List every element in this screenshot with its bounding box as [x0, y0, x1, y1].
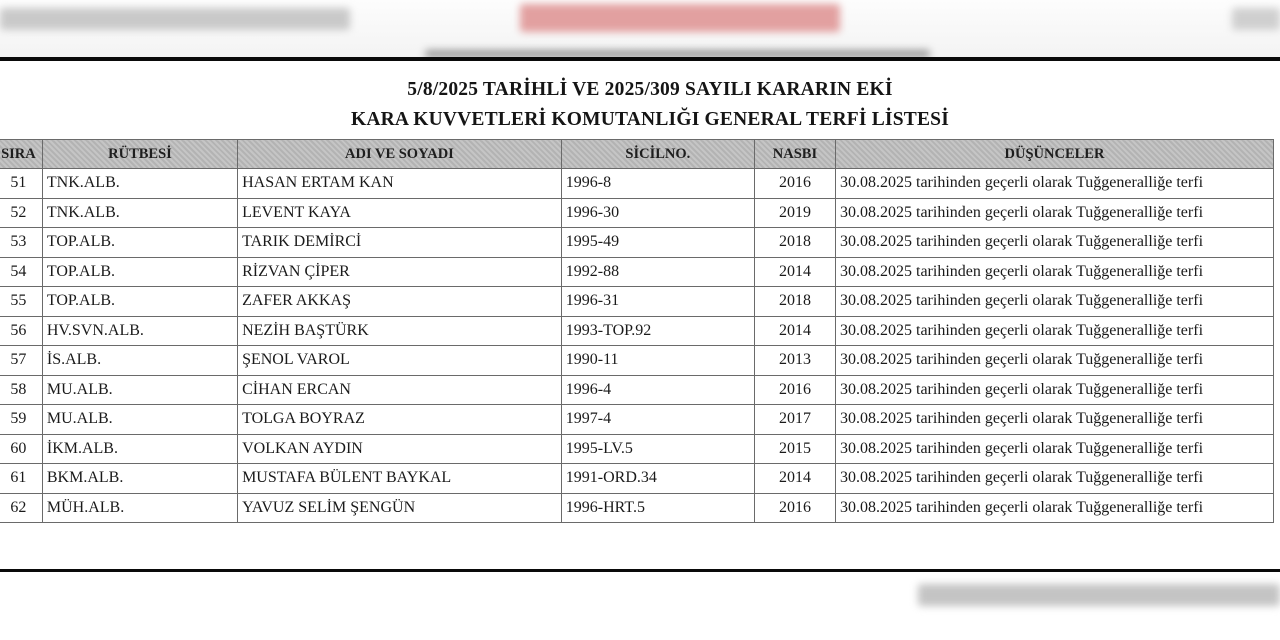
row-sira: 54 [0, 257, 42, 287]
row-sira: 62 [0, 493, 42, 523]
blurred-caption-text [918, 584, 1280, 606]
row-sira: 61 [0, 464, 42, 494]
table-row [0, 375, 1274, 405]
row-nasbi: 2018 [754, 287, 835, 317]
row-dusunce: 30.08.2025 tarihinden geçerli olarak Tuğgeneralliğe terfi [836, 405, 1274, 435]
document-subtitle: KARA KUVVETLERİ KOMUTANLIĞI GENERAL TERFİ LİSTESİ [350, 109, 949, 130]
row-nasbi: 2018 [754, 228, 835, 258]
row-sira: 56 [0, 316, 42, 346]
table-row [0, 434, 1274, 464]
header-adi-soyadi: ADI VE SOYADI [238, 140, 562, 169]
row-dusunce: 30.08.2025 tarihinden geçerli olarak Tuğgeneralliğe terfi [836, 375, 1274, 405]
row-sira: 53 [0, 228, 42, 258]
row-rutbe: İS.ALB. [42, 346, 237, 376]
row-sira: 58 [0, 375, 42, 405]
row-rutbe: BKM.ALB. [42, 464, 237, 494]
row-name: NEZİH BAŞTÜRK [238, 316, 562, 346]
table-row [0, 287, 1274, 317]
table-row [0, 493, 1274, 523]
row-name: CİHAN ERCAN [238, 375, 562, 405]
table-row [0, 316, 1274, 346]
table-row [0, 169, 1274, 199]
row-name: TOLGA BOYRAZ [238, 405, 562, 435]
row-rutbe: MU.ALB. [42, 405, 237, 435]
header-sira: SIRA [0, 140, 42, 169]
blurred-nav-text-right [1232, 8, 1280, 30]
table-row [0, 464, 1274, 494]
row-sira: 59 [0, 405, 42, 435]
blurred-site-logo [520, 4, 840, 32]
row-nasbi: 2019 [754, 198, 835, 228]
row-rutbe: TOP.ALB. [42, 228, 237, 258]
row-sicil-no: 1996-30 [561, 198, 754, 228]
row-rutbe: İKM.ALB. [42, 434, 237, 464]
row-sira: 51 [0, 169, 42, 199]
blurred-nav-text [0, 8, 350, 30]
row-sicil-no: 1997-4 [561, 405, 754, 435]
row-nasbi: 2017 [754, 405, 835, 435]
row-rutbe: TOP.ALB. [42, 287, 237, 317]
row-rutbe: MU.ALB. [42, 375, 237, 405]
row-dusunce: 30.08.2025 tarihinden geçerli olarak Tuğgeneralliğe terfi [836, 434, 1274, 464]
row-rutbe: TNK.ALB. [42, 198, 237, 228]
row-nasbi: 2014 [754, 257, 835, 287]
row-dusunce: 30.08.2025 tarihinden geçerli olarak Tuğgeneralliğe terfi [836, 169, 1274, 199]
row-sicil-no: 1996-8 [561, 169, 754, 199]
row-sira: 60 [0, 434, 42, 464]
row-rutbe: HV.SVN.ALB. [42, 316, 237, 346]
row-name: ZAFER AKKAŞ [238, 287, 562, 317]
table-header-row [0, 140, 1274, 169]
blurred-page-header [0, 0, 1280, 58]
row-sicil-no: 1990-11 [561, 346, 754, 376]
row-nasbi: 2016 [754, 169, 835, 199]
row-dusunce: 30.08.2025 tarihinden geçerli olarak Tuğgeneralliğe terfi [836, 287, 1274, 317]
header-rutbesi: RÜTBESİ [42, 140, 237, 169]
row-dusunce: 30.08.2025 tarihinden geçerli olarak Tuğgeneralliğe terfi [836, 257, 1274, 287]
header-sicilno: SİCİLNO. [561, 140, 754, 169]
row-sira: 57 [0, 346, 42, 376]
row-name: LEVENT KAYA [238, 198, 562, 228]
table-row [0, 228, 1274, 258]
table-row [0, 257, 1274, 287]
row-dusunce: 30.08.2025 tarihinden geçerli olarak Tuğgeneralliğe terfi [836, 198, 1274, 228]
row-rutbe: TNK.ALB. [42, 169, 237, 199]
table-row [0, 198, 1274, 228]
row-nasbi: 2016 [754, 493, 835, 523]
row-nasbi: 2014 [754, 316, 835, 346]
document-image [0, 61, 1280, 569]
row-nasbi: 2014 [754, 464, 835, 494]
row-name: RİZVAN ÇİPER [238, 257, 562, 287]
row-sicil-no: 1992-88 [561, 257, 754, 287]
row-dusunce: 30.08.2025 tarihinden geçerli olarak Tuğgeneralliğe terfi [836, 316, 1274, 346]
table-row [0, 405, 1274, 435]
row-sicil-no: 1996-HRT.5 [561, 493, 754, 523]
row-sicil-no: 1991-ORD.34 [561, 464, 754, 494]
row-sira: 52 [0, 198, 42, 228]
row-name: TARIK DEMİRCİ [238, 228, 562, 258]
row-sicil-no: 1996-4 [561, 375, 754, 405]
row-name: VOLKAN AYDIN [238, 434, 562, 464]
row-name: ŞENOL VAROL [238, 346, 562, 376]
document-title: 5/8/2025 TARİHLİ VE 2025/309 SAYILI KARARIN EKİ [407, 79, 893, 100]
row-nasbi: 2015 [754, 434, 835, 464]
header-nasbi: NASBI [754, 140, 835, 169]
row-sicil-no: 1995-LV.5 [561, 434, 754, 464]
row-dusunce: 30.08.2025 tarihinden geçerli olarak Tuğgeneralliğe terfi [836, 493, 1274, 523]
row-name: MUSTAFA BÜLENT BAYKAL [238, 464, 562, 494]
header-dusunceler: DÜŞÜNCELER [836, 140, 1274, 169]
table-row [0, 346, 1274, 376]
row-name: HASAN ERTAM KAN [238, 169, 562, 199]
row-sira: 55 [0, 287, 42, 317]
row-nasbi: 2016 [754, 375, 835, 405]
row-dusunce: 30.08.2025 tarihinden geçerli olarak Tuğgeneralliğe terfi [836, 464, 1274, 494]
row-rutbe: TOP.ALB. [42, 257, 237, 287]
row-name: YAVUZ SELİM ŞENGÜN [238, 493, 562, 523]
row-sicil-no: 1996-31 [561, 287, 754, 317]
promotion-list-table [0, 139, 1274, 523]
row-nasbi: 2013 [754, 346, 835, 376]
row-dusunce: 30.08.2025 tarihinden geçerli olarak Tuğgeneralliğe terfi [836, 228, 1274, 258]
row-dusunce: 30.08.2025 tarihinden geçerli olarak Tuğgeneralliğe terfi [836, 346, 1274, 376]
blurred-page-footer [0, 572, 1280, 640]
row-sicil-no: 1995-49 [561, 228, 754, 258]
row-rutbe: MÜH.ALB. [42, 493, 237, 523]
row-sicil-no: 1993-TOP.92 [561, 316, 754, 346]
